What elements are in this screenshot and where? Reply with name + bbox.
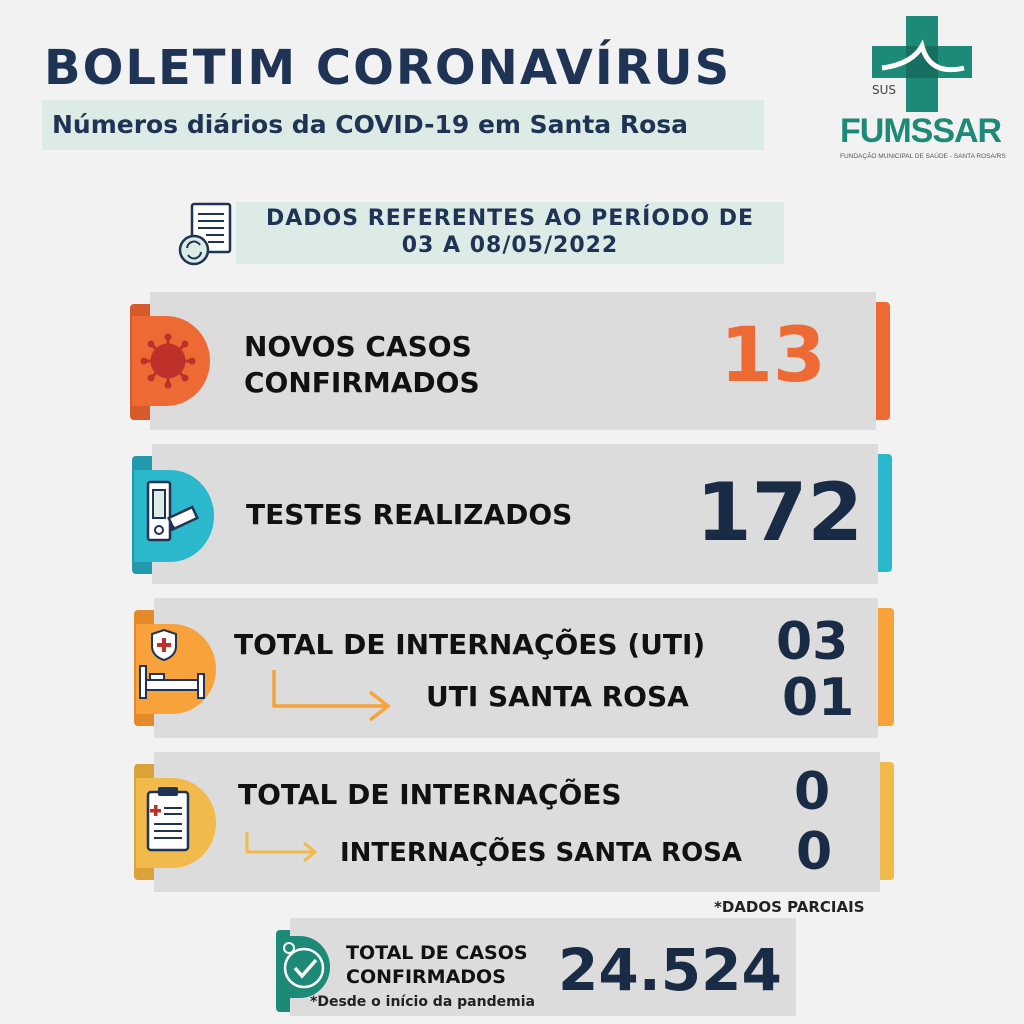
icu-label: TOTAL DE INTERNAÇÕES (UTI) — [234, 628, 706, 661]
tests-value: 172 — [696, 466, 863, 559]
new-cases-label-1: NOVOS CASOS — [244, 330, 472, 363]
icu-sub-value: 01 — [782, 668, 855, 728]
page-subtitle: Números diários da COVID-19 em Santa Rosa — [52, 110, 689, 139]
total-note: *Desde o início da pandemia — [310, 994, 535, 1010]
check-badge-icon — [276, 936, 334, 998]
sus-label: SUS — [872, 83, 897, 97]
new-cases-label-2: CONFIRMADOS — [244, 366, 480, 399]
document-refresh-icon — [178, 202, 236, 268]
total-label-2: CONFIRMADOS — [346, 966, 506, 988]
period-line-2: 03 A 08/05/2022 — [401, 233, 619, 258]
hospital-bed-icon — [136, 624, 216, 714]
admissions-sub-label: INTERNAÇÕES SANTA ROSA — [340, 838, 743, 868]
icu-value: 03 — [776, 612, 849, 672]
virus-icon — [132, 316, 210, 406]
period-line-1: DADOS REFERENTES AO PERÍODO DE — [266, 206, 754, 231]
admissions-card — [154, 752, 880, 892]
fumssar-logo-text: FUMSSAR — [840, 112, 1002, 150]
admissions-value: 0 — [794, 762, 831, 822]
test-kit-icon — [134, 470, 214, 562]
admissions-label: TOTAL DE INTERNAÇÕES — [238, 778, 622, 811]
tests-label: TESTES REALIZADOS — [246, 498, 573, 531]
icu-sub-label: UTI SANTA ROSA — [426, 680, 689, 713]
partial-data-note: *DADOS PARCIAIS — [714, 898, 865, 916]
total-label-1: TOTAL DE CASOS — [346, 942, 528, 964]
page-title: BOLETIM CORONAVÍRUS — [44, 40, 732, 96]
admissions-sub-value: 0 — [796, 822, 833, 882]
clipboard-icon — [136, 778, 216, 868]
new-cases-value: 13 — [720, 310, 826, 399]
total-value: 24.524 — [558, 936, 782, 1004]
sus-cross-logo-icon — [872, 16, 972, 112]
admissions-sub-arrow-icon — [244, 830, 320, 866]
fumssar-logo-subtitle: FUNDAÇÃO MUNICIPAL DE SAÚDE - SANTA ROSA/RS — [840, 153, 1006, 160]
icu-card — [154, 598, 878, 738]
icu-sub-arrow-icon — [270, 668, 394, 724]
